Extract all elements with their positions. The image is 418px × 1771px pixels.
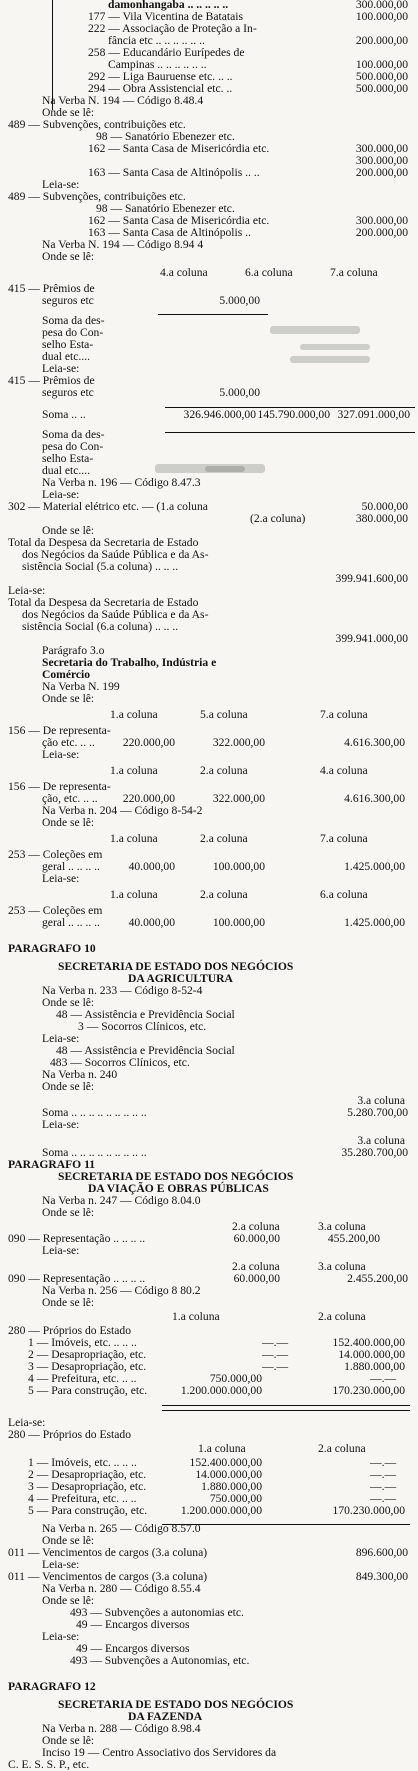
text-cao-etc: ção, etc. .. .. — [42, 792, 98, 805]
text-na-verba-n-240: Na Verba n. 240 — [42, 1068, 118, 1081]
text-6-a-coluna: 6.a coluna — [245, 266, 293, 279]
text-98-sanatorio-ebenezer-etc: 98 — Sanatório Ebenezer etc. — [96, 202, 235, 215]
text-163-santa-casa-de-altinopolis: 163 — Santa Casa de Altinópolis .. .. — [88, 166, 260, 179]
text-onde-se-le: Onde se lê: — [42, 106, 95, 119]
text-4-prefeitura-etc: 4 — Prefeitura, etc. .. .. — [28, 1372, 137, 1385]
text-leia-se: Leia-se: — [42, 1244, 80, 1257]
text-327-091-000-00: 327.091.000,00 — [337, 408, 410, 421]
text-4-616-300-00: 4.616.300,00 — [344, 736, 405, 749]
text-3-desapropriacao-etc: 3 — Desapropriação, etc. — [28, 1360, 147, 1373]
text-50-000-00: 50.000,00 — [361, 500, 408, 513]
text-493-subvencoes-a-autonomias-etc: 493 — Subvenções a autonomias etc. — [70, 1606, 244, 1619]
text-damonhangaba: damonhangaba .. .. .. .. .. — [108, 0, 229, 11]
text-152-400-000-00: 152.400.000,00 — [189, 1456, 262, 1469]
text-489-subvencoes-contribuicoes-etc: 489 — Subvenções, contribuições etc. — [8, 118, 186, 131]
text-da-viacao-e-obras-publicas: DA VIAÇÃO E OBRAS PÚBLICAS — [88, 1182, 269, 1195]
text-selho-esta: selho Esta- — [42, 338, 94, 351]
text-3-a-coluna: 3.a coluna — [318, 1220, 366, 1233]
text-total-da-despesa-da-secretaria-de-es: Total da Despesa da Secretaria de Estado — [8, 536, 199, 549]
scan-smudge — [270, 326, 360, 334]
text-da-fazenda: DA FAZENDA — [128, 1710, 203, 1723]
text-seguros-etc: seguros etc — [42, 386, 94, 399]
text-500-000-00: 500.000,00 — [355, 70, 408, 83]
text-500-000-00: 500.000,00 — [355, 82, 408, 95]
text-3-a-coluna: 3.a coluna — [357, 1134, 405, 1147]
text-145-790-000-00: 145.790.000,00 — [257, 408, 330, 421]
text-493-subvencoes-a-autonomias-etc: 493 — Subvenções a Autonomias, etc. — [70, 1654, 250, 1667]
text-leia-se: Leia-se: — [8, 1416, 46, 1429]
text-soma-da-des: Soma da des- — [42, 428, 105, 441]
text-40-000-00: 40.000,00 — [128, 916, 175, 929]
text-na-verba-n-194-codigo-8-94-4: Na Verba N. 194 — Código 8.94 4 — [42, 238, 204, 251]
text-3-a-coluna: 3.a coluna — [318, 1260, 366, 1273]
text-14-000-000-00: 14.000.000,00 — [195, 1468, 262, 1481]
text-280-proprios-do-estado: 280 — Próprios do Estado — [8, 1324, 132, 1337]
text-onde-se-le: Onde se lê: — [42, 1206, 95, 1219]
text-onde-se-le: Onde se lê: — [42, 996, 95, 1009]
text-text: —.— — [370, 1480, 397, 1493]
text-1-imoveis-etc: 1 — Imóveis, etc. .. .. .. — [28, 1456, 137, 1469]
text-35-280-700-00: 35.280.700,00 — [341, 1146, 408, 1159]
text-163-santa-casa-de-altinopolis: 163 — Santa Casa de Altinópolis .. — [88, 226, 251, 239]
text-geral: geral .. .. .. .. — [42, 916, 100, 929]
text-2-a-coluna: (2.a coluna) — [250, 512, 306, 525]
text-secretaria-de-estado-dos-negocios: SECRETARIA DE ESTADO DOS NEGÓCIOS — [58, 1698, 294, 1711]
text-5-000-00: 5.000,00 — [219, 386, 260, 399]
text-1-imoveis-etc: 1 — Imóveis, etc. .. .. .. — [28, 1336, 137, 1349]
text-294-obra-assistencial-etc: 294 — Obra Assistencial etc. .. — [88, 82, 233, 95]
text-5-para-construcao-etc: 5 — Para construção, etc. — [28, 1384, 148, 1397]
text-na-verba-n-265-codigo-8-57-0: Na Verba n. 265 — Código 8.57.0 — [42, 1522, 201, 1535]
text-paragrafo-3-o: Parágrafo 3.o — [42, 644, 105, 657]
text-399-941-000-00: 399.941.000,00 — [335, 632, 408, 645]
text-text: —.— — [262, 1336, 289, 1349]
text-leia-se: Leia-se: — [42, 178, 80, 191]
text-162-santa-casa-de-misericordia-etc: 162 — Santa Casa de Misericórdia etc. — [88, 214, 270, 227]
text-1-880-000-00: 1.880.000,00 — [344, 1360, 405, 1373]
text-100-000-00: 100.000,00 — [355, 58, 408, 71]
text-dos-negocios-da-saude-publica-e-da-a: dos Negócios da Saúde Pública e da As- — [22, 548, 209, 561]
text-200-000-00: 200.000,00 — [355, 34, 408, 47]
text-leia-se: Leia-se: — [42, 488, 80, 501]
text-849-300-00: 849.300,00 — [355, 1570, 408, 1583]
text-5-para-construcao-etc: 5 — Para construção, etc. — [28, 1504, 148, 1517]
text-comercio: Comércio — [42, 668, 91, 681]
text-750-000-00: 750.000,00 — [209, 1372, 262, 1385]
text-253-colecoes-em: 253 — Coleções em — [8, 848, 103, 861]
text-100-000-00: 100.000,00 — [355, 10, 408, 23]
text-selho-esta: selho Esta- — [42, 452, 94, 465]
text-text: —.— — [370, 1492, 397, 1505]
text-leia-se: Leia-se: — [42, 1032, 80, 1045]
text-onde-se-le: Onde se lê: — [42, 692, 95, 705]
text-14-000-000-00: 14.000.000,00 — [338, 1348, 405, 1361]
text-322-000-00: 322.000,00 — [212, 792, 265, 805]
text-222-associacao-de-protecao-a-in: 222 — Associação de Proteção a In- — [88, 22, 257, 35]
text-1-a-coluna: 1.a coluna — [110, 888, 158, 901]
text-onde-se-le: Onde se lê: — [42, 816, 95, 829]
text-322-000-00: 322.000,00 — [212, 736, 265, 749]
text-455-200-00: 455.200,00 — [327, 1232, 380, 1245]
text-5-000-00: 5.000,00 — [219, 294, 260, 307]
text-na-verba-n-194-codigo-8-48-4: Na Verba N. 194 — Código 8.48.4 — [42, 94, 204, 107]
text-leia-se: Leia-se: — [42, 1558, 80, 1571]
text-soma: Soma .. .. .. .. .. .. .. .. .. — [42, 1146, 147, 1159]
text-7-a-coluna: 7.a coluna — [320, 708, 368, 721]
text-campinas: Campinas .. .. .. .. .. .. — [108, 58, 207, 71]
text-2-a-coluna: 2.a coluna — [318, 1310, 366, 1323]
text-100-000-00: 100.000,00 — [212, 860, 265, 873]
text-7-a-coluna: 7.a coluna — [330, 266, 378, 279]
text-4-616-300-00: 4.616.300,00 — [344, 792, 405, 805]
text-090-representacao: 090 — Representação .. .. .. .. — [8, 1272, 146, 1285]
text-onde-se-le: Onde se lê: — [42, 1080, 95, 1093]
text-soma: Soma .. .. .. .. .. .. .. .. .. — [42, 1106, 147, 1119]
text-geral: geral .. .. .. .. — [42, 860, 100, 873]
text-paragrafo-11: PARAGRAFO 11 — [8, 1158, 96, 1171]
text-49-encargos-diversos: 49 — Encargos diversos — [76, 1618, 190, 1631]
text-c-e-s-s-p-etc: C. E. S. S. P., etc. — [8, 1758, 90, 1771]
text-48-assistencia-e-previdencia-social: 48 — Assistência e Previdência Social — [56, 1008, 235, 1021]
text-na-verba-n-280-codigo-8-55-4: Na Verba n. 280 — Código 8.55.4 — [42, 1582, 201, 1595]
text-152-400-000-00: 152.400.000,00 — [332, 1336, 405, 1349]
text-secretaria-do-trabalho-industria-e: Secretaria do Trabalho, Indústria e — [42, 656, 217, 669]
text-2-a-coluna: 2.a coluna — [318, 1442, 366, 1455]
text-secretaria-de-estado-dos-negocios: SECRETARIA DE ESTADO DOS NEGÓCIOS — [58, 960, 294, 973]
text-sistencia-social-5-a-coluna: sistência Social (5.a coluna) .. .. .. — [22, 560, 179, 573]
text-1-880-000-00: 1.880.000,00 — [201, 1480, 262, 1493]
text-2-a-coluna: 2.a coluna — [232, 1220, 280, 1233]
text-162-santa-casa-de-misericordia-etc: 162 — Santa Casa de Misericórdia etc. — [88, 142, 270, 155]
text-170-230-000-00: 170.230.000,00 — [332, 1384, 405, 1397]
text-1-200-000-000-00: 1.200.000.000,00 — [180, 1504, 262, 1517]
table-rule — [162, 1524, 410, 1525]
scan-smudge — [205, 466, 245, 472]
table-rule — [165, 407, 415, 408]
text-011-vencimentos-de-cargos-3-a-coluna: 011 — Vencimentos de cargos (3.a coluna) — [8, 1570, 208, 1583]
text-156-de-representa: 156 — De representa- — [8, 724, 111, 737]
text-3-a-coluna: 3.a coluna — [357, 1094, 405, 1107]
text-text: —.— — [370, 1372, 397, 1385]
text-60-000-00: 60.000,00 — [233, 1272, 280, 1285]
text-onde-se-le: Onde se lê: — [42, 1734, 95, 1747]
text-60-000-00: 60.000,00 — [233, 1232, 280, 1245]
text-na-verba-n-256-codigo-8-80-2: Na Verba n. 256 — Código 8 80.2 — [42, 1284, 201, 1297]
text-secretaria-de-estado-dos-negocios: SECRETARIA DE ESTADO DOS NEGÓCIOS — [58, 1170, 294, 1183]
text-leia-se: Leia-se: — [42, 872, 80, 885]
text-seguros-etc: seguros etc — [42, 294, 94, 307]
text-4-prefeitura-etc: 4 — Prefeitura, etc. .. .. — [28, 1492, 137, 1505]
table-rule — [165, 432, 415, 433]
text-soma-da-des: Soma da des- — [42, 314, 105, 327]
text-415-premios-de: 415 — Prêmios de — [8, 374, 95, 387]
text-7-a-coluna: 7.a coluna — [320, 832, 368, 845]
scan-smudge — [300, 344, 370, 350]
text-292-liga-bauruense-etc: 292 — Liga Bauruense etc. .. .. — [88, 70, 233, 83]
text-258-educandario-euripedes-de: 258 — Educandário Eurípedes de — [88, 46, 245, 59]
text-156-de-representa: 156 — De representa- — [8, 780, 111, 793]
text-dual-etc: dual etc.... — [42, 464, 90, 477]
text-280-proprios-do-estado: 280 — Próprios do Estado — [8, 1428, 132, 1441]
text-dos-negocios-da-saude-publica-e-da-a: dos Negócios da Saúde Pública e da As- — [22, 608, 209, 621]
text-1-425-000-00: 1.425.000,00 — [344, 860, 405, 873]
text-pesa-do-con: pesa do Con- — [42, 440, 104, 453]
text-onde-se-le: Onde se lê: — [42, 250, 95, 263]
table-rule — [162, 1410, 410, 1411]
text-300-000-00: 300.000,00 — [355, 0, 408, 11]
text-415-premios-de: 415 — Prêmios de — [8, 282, 95, 295]
text-cao-etc: ção etc. .. .. — [42, 736, 95, 749]
text-2-455-200-00: 2.455.200,00 — [347, 1272, 408, 1285]
text-750-000-00: 750.000,00 — [209, 1492, 262, 1505]
text-inciso-19-centro-associativo-dos-ser: Inciso 19 — Centro Associativo dos Servidores da — [42, 1746, 277, 1759]
text-2-desapropriacao-etc: 2 — Desapropriação, etc. — [28, 1468, 147, 1481]
text-paragrafo-12: PARAGRAFO 12 — [8, 1680, 96, 1693]
text-leia-se: Leia-se: — [42, 1630, 80, 1643]
text-na-verba-n-233-codigo-8-52-4: Na Verba n. 233 — Código 8-52-4 — [42, 984, 203, 997]
table-rule — [162, 1405, 410, 1406]
text-2-a-coluna: 2.a coluna — [200, 832, 248, 845]
text-da-agricultura: DA AGRICULTURA — [128, 972, 233, 985]
text-4-a-coluna: 4.a coluna — [160, 266, 208, 279]
text-300-000-00: 300.000,00 — [355, 142, 408, 155]
text-paragrafo-10: PARAGRAFO 10 — [8, 942, 96, 955]
text-220-000-00: 220.000,00 — [122, 792, 175, 805]
text-98-sanatorio-ebenezer-etc: 98 — Sanatório Ebenezer etc. — [96, 130, 235, 143]
text-399-941-600-00: 399.941.600,00 — [335, 572, 408, 585]
text-40-000-00: 40.000,00 — [128, 860, 175, 873]
text-896-600-00: 896.600,00 — [355, 1546, 408, 1559]
text-3-desapropriacao-etc: 3 — Desapropriação, etc. — [28, 1480, 147, 1493]
text-489-subvencoes-contribuicoes-etc: 489 — Subvenções, contribuições etc. — [8, 190, 186, 203]
text-text: —.— — [262, 1348, 289, 1361]
text-253-colecoes-em: 253 — Coleções em — [8, 904, 103, 917]
text-2-a-coluna: 2.a coluna — [232, 1260, 280, 1273]
text-onde-se-le: Onde se lê: — [42, 1594, 95, 1607]
text-1-200-000-000-00: 1.200.000.000,00 — [180, 1384, 262, 1397]
text-total-da-despesa-da-secretaria-de-es: Total da Despesa da Secretaria de Estado — [8, 596, 199, 609]
text-1-a-coluna: 1.a coluna — [198, 1442, 246, 1455]
text-3-socorros-clinicos-etc: 3 — Socorros Clínicos, etc. — [78, 1020, 207, 1033]
text-1-425-000-00: 1.425.000,00 — [344, 916, 405, 929]
text-302-material-eletrico-etc-1-a-coluna: 302 — Material elétrico etc. — (1.a coluna — [8, 500, 208, 513]
text-1-a-coluna: 1.a coluna — [110, 708, 158, 721]
text-300-000-00: 300.000,00 — [355, 214, 408, 227]
text-200-000-00: 200.000,00 — [355, 226, 408, 239]
text-5-280-700-00: 5.280.700,00 — [347, 1106, 408, 1119]
text-pesa-do-con: pesa do Con- — [42, 326, 104, 339]
text-soma: Soma .. .. — [42, 408, 86, 421]
text-leia-se: Leia-se: — [42, 748, 80, 761]
text-text: —.— — [262, 1360, 289, 1373]
text-1-a-coluna: 1.a coluna — [110, 832, 158, 845]
text-49-encargos-diversos: 49 — Encargos diversos — [76, 1642, 190, 1655]
text-na-verba-n-247-codigo-8-04-0: Na Verba n. 247 — Código 8.04.0 — [42, 1194, 201, 1207]
column-margin-rule — [52, 0, 53, 110]
text-220-000-00: 220.000,00 — [122, 736, 175, 749]
text-leia-se: Leia-se: — [8, 584, 46, 597]
text-177-vila-vicentina-de-batatais: 177 — Vila Vicentina de Batatais — [88, 10, 243, 23]
text-na-verba-n-196-codigo-8-47-3: Na Verba n. 196 — Código 8.47.3 — [42, 476, 201, 489]
text-483-socorros-clinicos-etc: 483 — Socorros Clínicos, etc. — [50, 1056, 190, 1069]
text-fancia-etc: fância etc .. .. .. .. .. .. — [108, 34, 205, 47]
text-leia-se: Leia-se: — [42, 362, 80, 375]
scan-smudge — [290, 356, 370, 363]
text-1-a-coluna: 1.a coluna — [110, 764, 158, 777]
text-200-000-00: 200.000,00 — [355, 166, 408, 179]
text-text: —.— — [370, 1456, 397, 1469]
text-sistencia-social-6-a-coluna: sistência Social (6.a coluna) .. .. .. — [22, 620, 179, 633]
text-leia-se: Leia-se: — [42, 1118, 80, 1131]
text-onde-se-le: Onde se lê: — [42, 1296, 95, 1309]
text-na-verba-n-199: Na Verba N. 199 — [42, 680, 120, 693]
text-300-000-00: 300.000,00 — [355, 154, 408, 167]
text-onde-se-le: Onde se lê: — [42, 524, 95, 537]
text-4-a-coluna: 4.a coluna — [320, 764, 368, 777]
text-326-946-000-00: 326.946.000,00 — [183, 408, 256, 421]
text-text: —.— — [370, 1468, 397, 1481]
table-rule — [158, 314, 268, 315]
text-5-a-coluna: 5.a coluna — [200, 708, 248, 721]
text-100-000-00: 100.000,00 — [212, 916, 265, 929]
text-1-a-coluna: 1.a coluna — [172, 1310, 220, 1323]
text-2-a-coluna: 2.a coluna — [200, 888, 248, 901]
text-2-desapropriacao-etc: 2 — Desapropriação, etc. — [28, 1348, 147, 1361]
text-380-000-00: 380.000,00 — [355, 512, 408, 525]
text-na-verba-n-288-codigo-8-98-4: Na Verba n. 288 — Código 8.98.4 — [42, 1722, 201, 1735]
text-6-a-coluna: 6.a coluna — [320, 888, 368, 901]
text-2-a-coluna: 2.a coluna — [200, 764, 248, 777]
text-dual-etc: dual etc.... — [42, 350, 90, 363]
text-011-vencimentos-de-cargos-3-a-coluna: 011 — Vencimentos de cargos (3.a coluna) — [8, 1546, 208, 1559]
text-onde-se-le: Onde se lê: — [42, 1534, 95, 1547]
text-170-230-000-00: 170.230.000,00 — [332, 1504, 405, 1517]
text-48-assistencia-e-previdencia-social: 48 — Assistência e Previdência Social — [56, 1044, 235, 1057]
text-090-representacao: 090 — Representação .. .. .. .. — [8, 1232, 146, 1245]
text-na-verba-n-204-codigo-8-54-2: Na Verba n. 204 — Código 8-54-2 — [42, 804, 203, 817]
